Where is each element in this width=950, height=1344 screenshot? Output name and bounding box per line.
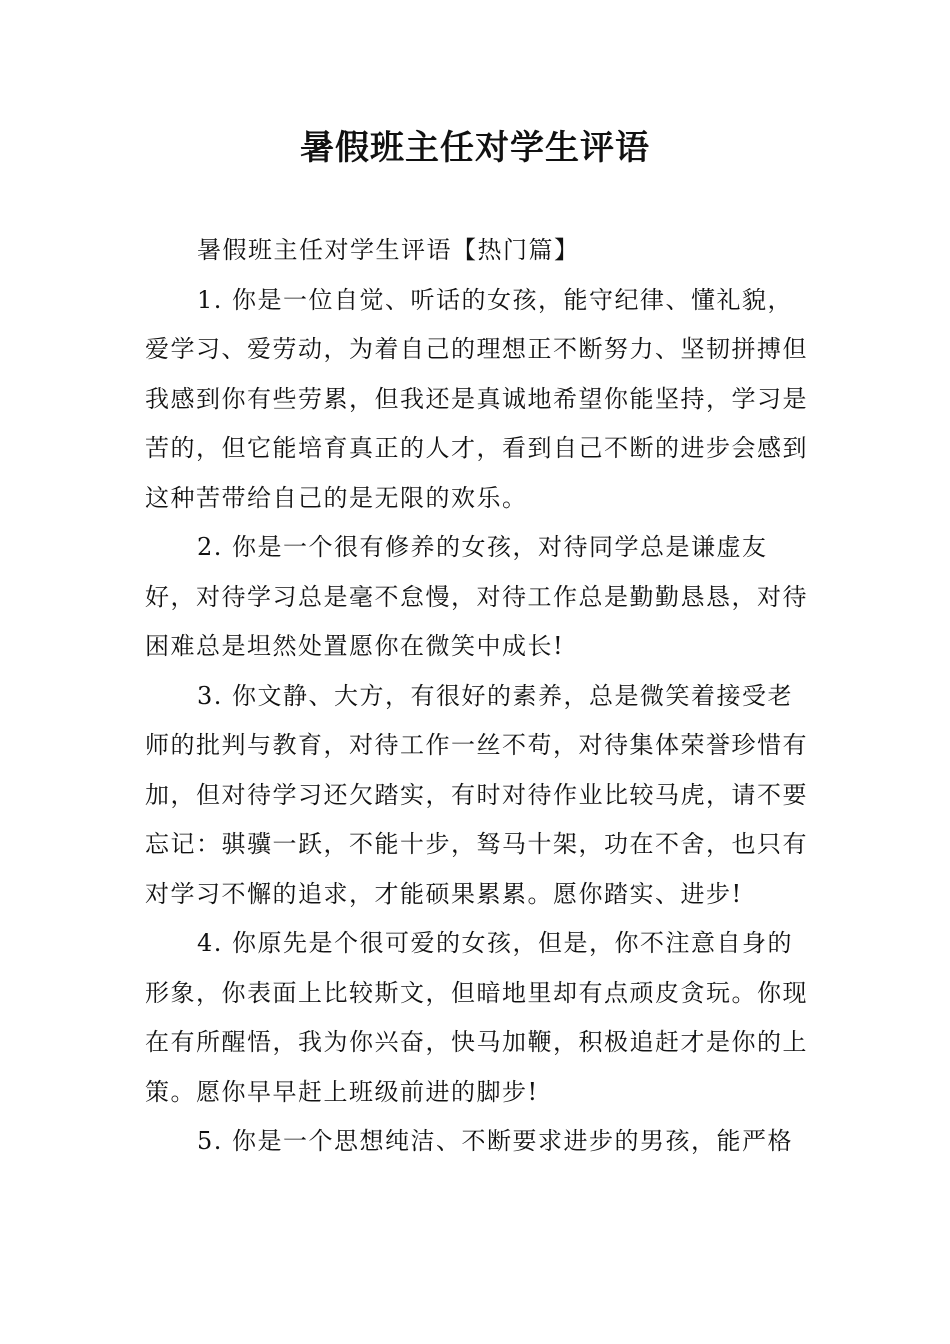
comment-paragraph-3: 3. 你文静、大方，有很好的素养，总是微笑着接受老师的批判与教育，对待工作一丝不苟，对待集体荣誉珍惜有加，但对待学习还欠踏实，有时对待作业比较马虎，请不要忘记：骐骥一跃，不能十步，驽马十架，功在不舍，也只有对学习不懈的追求，才能硕果累累。愿你踏实、进步! — [145, 681, 808, 908]
document-title: 暑假班主任对学生评语 — [300, 128, 650, 168]
comment-paragraph-1: 1. 你是一位自觉、听话的女孩，能守纪律、懂礼貌，爱学习、爱劳动，为着自己的理想正不断努力、坚韧拼搏但我感到你有些劳累，但我还是真诚地希望你能坚持，学习是苦的，但它能培育真正的人才，看到自己不断的进步会感到这种苦带给自己的是无限的欢乐。 — [145, 285, 808, 512]
comment-paragraph-2: 2. 你是一个很有修养的女孩，对待同学总是谦虚友好，对待学习总是毫不怠慢，对待工作总是勤勤恳恳，对待困难总是坦然处置愿你在微笑中成长! — [145, 533, 808, 660]
comment-paragraph-5: 5. 你是一个思想纯洁、不断要求进步的男孩，能严格 — [197, 1127, 794, 1155]
document-subtitle: 暑假班主任对学生评语【热门篇】 — [197, 236, 580, 264]
document-body — [145, 226, 817, 1167]
comment-paragraph-4: 4. 你原先是个很可爱的女孩，但是，你不注意自身的形象，你表面上比较斯文，但暗地里却有点顽皮贪玩。你现在有所醒悟，我为你兴奋，快马加鞭，积极追赶才是你的上策。愿你早早赶上班级前进的脚步! — [145, 929, 808, 1106]
